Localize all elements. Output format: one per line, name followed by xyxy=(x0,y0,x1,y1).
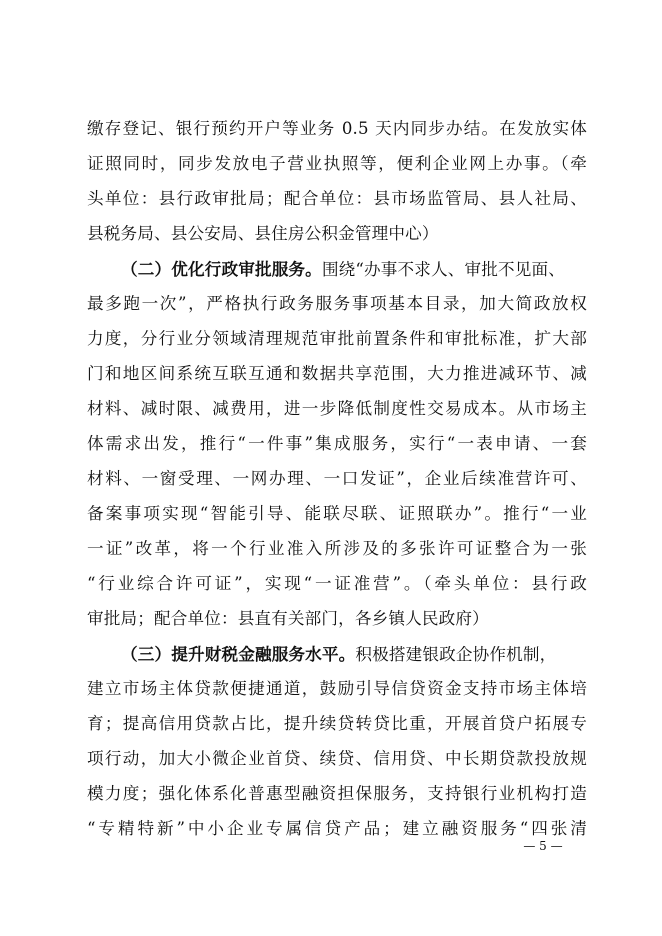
paragraph-line: 县税务局、县公安局、县住房公积金管理中心） xyxy=(87,224,439,243)
paragraph-line: 门和地区间系统互联互通和数据共享范围，大力推进减环节、减 xyxy=(87,364,587,383)
paragraph-line: 育；提高信用贷款占比，提升续贷转贷比重，开展首贷户拓展专 xyxy=(87,714,587,733)
paragraph-line: 模力度；强化体系化普惠型融资担保服务，支持银行业机构打造 xyxy=(87,784,587,803)
paragraph-line: 体需求出发，推行“一件事”集成服务，实行“一表申请、一套 xyxy=(87,434,587,453)
paragraph-line: 一证”改革，将一个行业准入所涉及的多张许可证整合为一张 xyxy=(87,539,587,558)
section-heading-line xyxy=(121,259,587,280)
paragraph-text: 围绕“办事不求人、审批不见面、 xyxy=(321,260,565,279)
page-number: — 5 — xyxy=(523,839,563,853)
section-heading: （三）提升财税金融服务水平。 xyxy=(121,644,356,664)
paragraph-line: 审批局；配合单位：县直有关部门，各乡镇人民政府） xyxy=(87,609,489,628)
paragraph-line: 项行动，加大小微企业首贷、续贷、信用贷、中长期贷款投放规 xyxy=(87,749,587,768)
paragraph-line: “专精特新”中小企业专属信贷产品；建立融资服务“四张清 xyxy=(87,819,587,838)
section-heading: （二）优化行政审批服务。 xyxy=(121,259,322,279)
paragraph-line: “行业综合许可证”，实现“一证准营”。（牵头单位：县行政 xyxy=(87,574,587,593)
paragraph-text: 积极搭建银政企协作机制， xyxy=(355,645,557,664)
section-heading-line xyxy=(121,644,587,665)
paragraph-line: 证照同时，同步发放电子营业执照等，便利企业网上办事。（牵 xyxy=(87,154,587,173)
paragraph-line: 材料、减时限、减费用，进一步降低制度性交易成本。从市场主 xyxy=(87,399,587,418)
paragraph-line: 建立市场主体贷款便捷通道，鼓励引导信贷资金支持市场主体培 xyxy=(87,679,587,698)
paragraph-line: 最多跑一次”，严格执行政务服务事项基本目录，加大简政放权 xyxy=(87,294,587,313)
paragraph-line: 头单位：县行政审批局；配合单位：县市场监管局、县人社局、 xyxy=(87,189,587,208)
paragraph-line: 备案事项实现“智能引导、能联尽联、证照联办”。推行“一业 xyxy=(87,504,587,523)
paragraph-line: 力度，分行业分领域清理规范审批前置条件和审批标准，扩大部 xyxy=(87,329,587,348)
paragraph-line: 缴存登记、银行预约开户等业务 0.5 天内同步办结。在发放实体 xyxy=(87,119,587,138)
paragraph-line: 材料、一窗受理、一网办理、一口发证”，企业后续准营许可、 xyxy=(87,469,587,488)
